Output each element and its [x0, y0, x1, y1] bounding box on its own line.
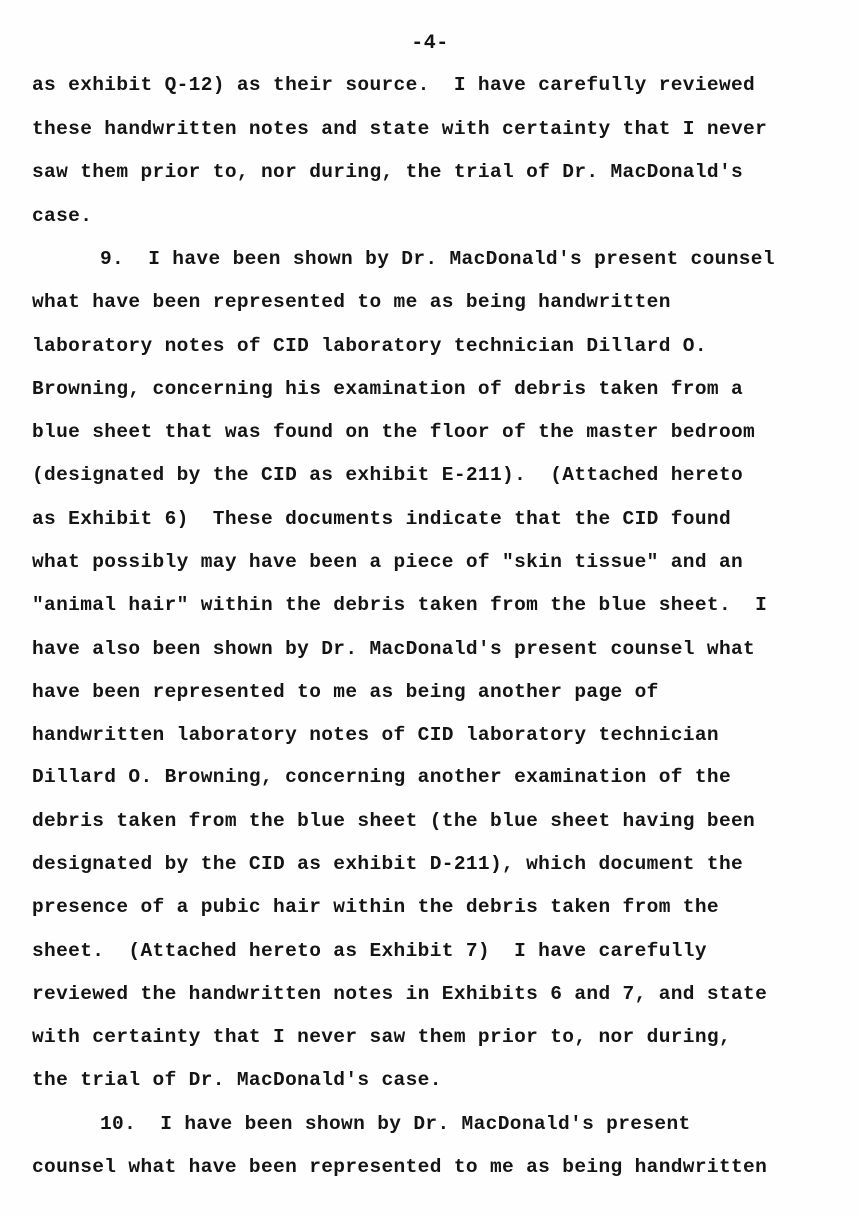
- text-line: "animal hair" within the debris taken from the blue sheet. I: [32, 594, 768, 616]
- text-line: reviewed the handwritten notes in Exhibits 6 and 7, and state: [32, 983, 768, 1005]
- text-line: debris taken from the blue sheet (the blue sheet having been: [32, 810, 756, 832]
- text-line: what possibly may have been a piece of "skin tissue" and an: [32, 551, 744, 573]
- text-line: presence of a pubic hair within the debris taken from the: [32, 896, 719, 918]
- text-line: have been represented to me as being another page of: [32, 681, 659, 703]
- text-line: as Exhibit 6) These documents indicate that the CID found: [32, 508, 732, 530]
- page-number: -4-: [411, 32, 449, 55]
- paragraph-10-first-line: 10. I have been shown by Dr. MacDonald's present: [100, 1113, 691, 1135]
- text-line: designated by the CID as exhibit D-211), which document the: [32, 853, 744, 875]
- text-line: (designated by the CID as exhibit E-211). (Attached hereto: [32, 464, 744, 486]
- text-line: as exhibit Q-12) as their source. I have carefully reviewed: [32, 74, 756, 96]
- text-line: the trial of Dr. MacDonald's case.: [32, 1069, 442, 1091]
- text-line: these handwritten notes and state with certainty that I never: [32, 118, 768, 140]
- text-line: what have been represented to me as being handwritten: [32, 291, 671, 313]
- text-line: saw them prior to, nor during, the trial of Dr. MacDonald's: [32, 161, 744, 183]
- text-line: handwritten laboratory notes of CID laboratory technician: [32, 724, 719, 746]
- text-line: case.: [32, 205, 93, 227]
- text-line: blue sheet that was found on the floor of the master bedroom: [32, 421, 756, 443]
- text-line: have also been shown by Dr. MacDonald's present counsel what: [32, 638, 756, 660]
- text-line: sheet. (Attached hereto as Exhibit 7) I have carefully: [32, 940, 707, 962]
- paragraph-9-first-line: 9. I have been shown by Dr. MacDonald's present counsel: [100, 248, 775, 270]
- text-line: counsel what have been represented to me as being handwritten: [32, 1156, 768, 1178]
- text-line: with certainty that I never saw them prior to, nor during,: [32, 1026, 732, 1048]
- text-line: Browning, concerning his examination of debris taken from a: [32, 378, 744, 400]
- text-line: laboratory notes of CID laboratory technician Dillard O.: [32, 335, 707, 357]
- text-line: Dillard O. Browning, concerning another examination of the: [32, 766, 732, 788]
